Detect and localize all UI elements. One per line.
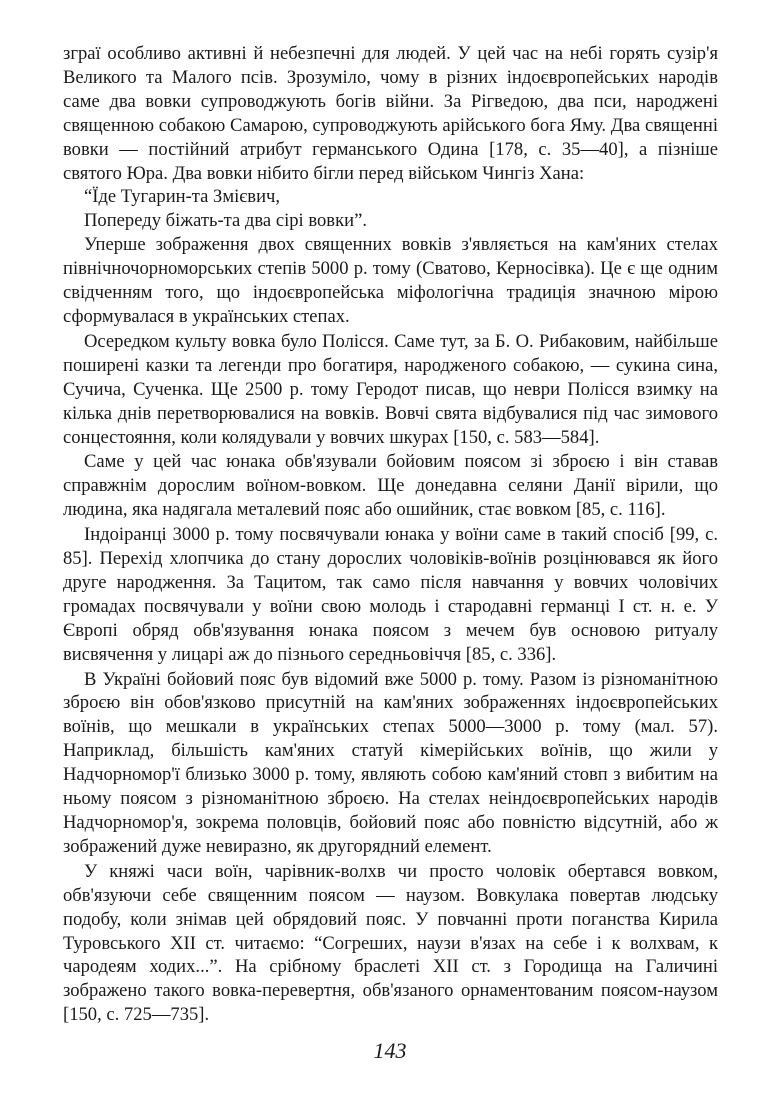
paragraph: Саме у цей час юнака обв'язували бойовим поясом зі зброєю і він ставав справжнім дорослим воїном-вовком. Ще донедавна селяни Данії вірили, що людина, яка надягала металевий пояс або ошийник, стає вовком [85, с. 116].: [63, 451, 718, 521]
text-body: [63, 42, 718, 1027]
page-number: 143: [373, 1038, 407, 1063]
verse-line: Попереду біжать-та два сірі вовки”.: [84, 210, 367, 232]
paragraph: зграї особливо активні й небезпечні для людей. У цей час на небі горять сузір'я Великого та Малого псів. Зрозуміло, чому в різних індоєвропейських народів саме два вовки супроводжують богів війни. За Рігведою, два пси, народжені священною собакою Самарою, супроводжують арійського бога Яму. Два священні вовки — постійний атрибут германського Одина [178, с. 35—40], а пізніше святого Юра. Два вовки нібито бігли перед військом Чингіз Хана:: [63, 43, 718, 184]
paragraph: У княжі часи воїн, чарівник-волхв чи просто чоловік обертався вовком, обв'язуючи себе священним поясом — наузом. Вовкулака повертав людську подобу, коли знімав цей обрядовий пояс. У повчанні проти поганства Кирила Туровського XII ст. читаємо: “Согреших, наузи в'язах на себе і к волхвам, к чародеям ходих...”. На срібному браслеті XII ст. з Городища на Галичині зображено такого вовка-перевертня, обв'язаного орнаментованим поясом-наузом [150, с. 725—735].: [63, 860, 718, 1026]
paragraph: Осередком культу вовка було Полісся. Саме тут, за Б. О. Рибаковим, найбільше поширені казки та легенди про богатиря, народженого собакою, — сукина сина, Сучича, Сученка. Ще 2500 р. тому Геродот писав, що неври Полісся взимку на кілька днів перетворювалися на вовків. Вовчі свята відбувалися під час зимового сонцестояння, коли колядували у вовчих шкурах [150, с. 583—584].: [63, 330, 718, 448]
paragraph: В Україні бойовий пояс був відомий вже 5000 р. тому. Разом із різноманітною зброєю він обов'язково присутній на кам'яних зображеннях індоєвропейських воїнів, що мешкали в українських степах 5000—3000 р. тому (мал. 57). Наприклад, більшість кам'яних статуй кімерійських воїнів, що жили у Надчорномор'ї близько 3000 р. тому, являють собою кам'яний стовп з вибитим на ньому поясом з різноманітною зброєю. На стелах неіндоєвропейських народів Надчорномор'я, зокрема половців, бойовий пояс або повністю відсутній, або ж зображений дуже невиразно, як другорядний елемент.: [63, 668, 718, 857]
verse-line: “Їде Тугарин-та Змієвич,: [84, 186, 281, 208]
paragraph: Уперше зображення двох священних вовків з'являється на кам'яних стелах північночорноморських степів 5000 р. тому (Сватово, Керносівка). Це є ще одним свідченням того, що індоєвропейська міфологічна традиція значною мірою сформувалася в українських степах.: [63, 234, 718, 327]
paragraph: Індоіранці 3000 р. тому посвячували юнака у воїни саме в такий спосіб [99, с. 85]. Перехід хлопчика до стану дорослих чоловіків-воїнів розцінювався як його друге народження. За Тацитом, так само після навчання у вовчих чоловічих громадах посвячували у воїни свою молодь і стародавні германці I ст. н. е. У Європі обряд обв'язування юнака поясом з мечем був основою ритуалу висвячення у лицарі аж до пізнього середньовіччя [85, с. 336].: [63, 524, 718, 665]
